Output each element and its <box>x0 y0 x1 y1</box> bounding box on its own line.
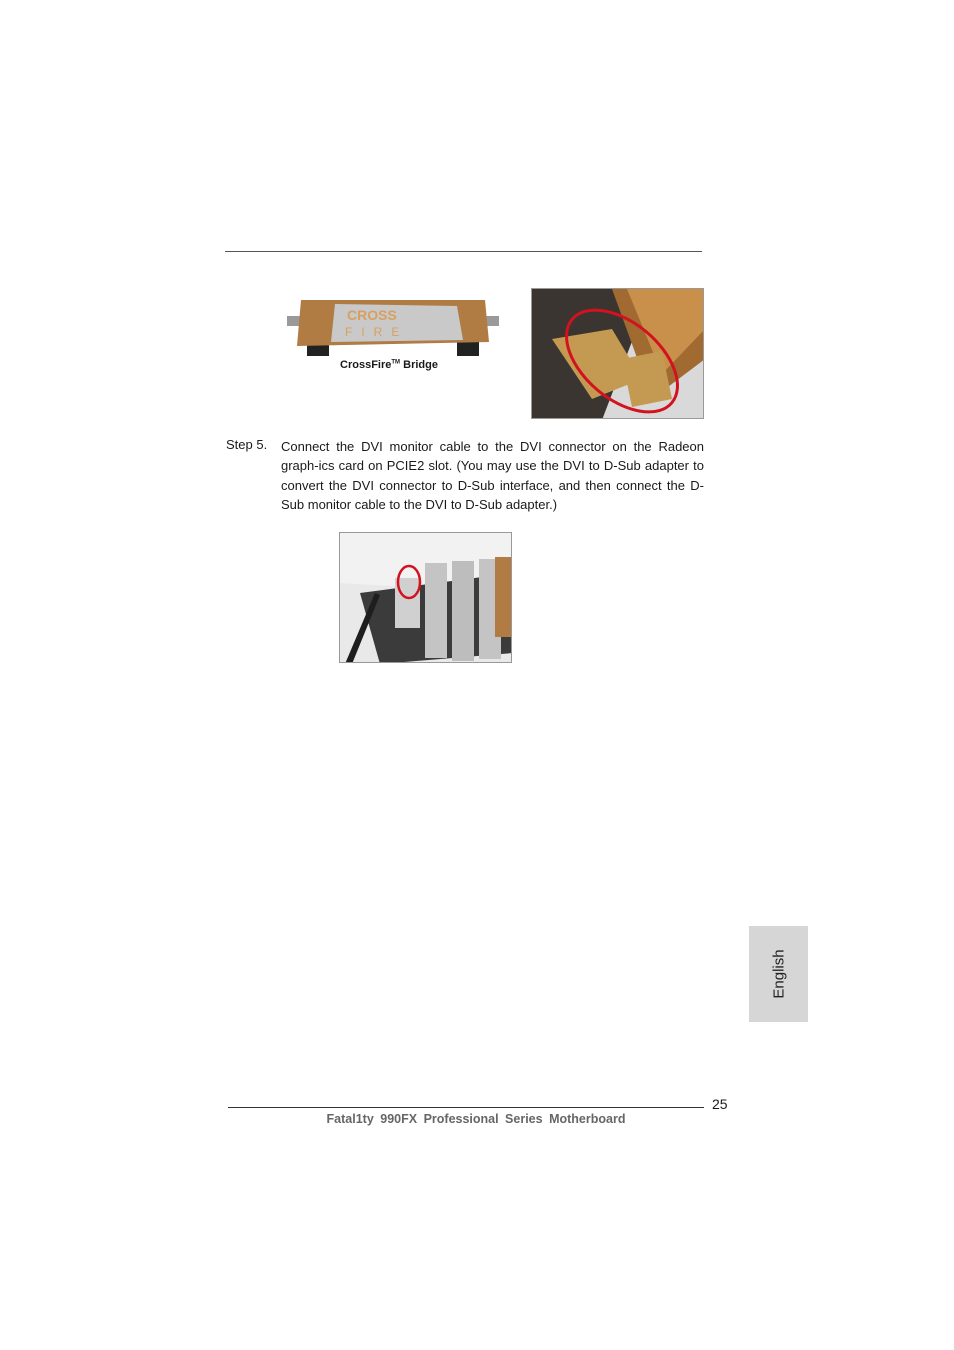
dvi-connection-photo <box>339 532 512 663</box>
footer-title: Fatal1ty 990FX Professional Series Motherboard <box>326 1112 626 1126</box>
bridge-installed-photo <box>531 288 704 419</box>
bridge-text-bottom: FIRE <box>345 325 409 339</box>
footer-rule <box>228 1107 704 1108</box>
step-instruction: Connect the DVI monitor cable to the DVI connector on the Radeon graph-ics card on PCIE2 slot. (You may use the DVI to D-Sub adapter to convert the DVI connector to D-Sub interface, and then connect the D-Sub monitor cable to the DVI to D-Sub adapter.) <box>281 439 704 513</box>
bridge-text-top: CROSS <box>347 307 397 323</box>
language-tab <box>749 926 808 1022</box>
language-tab-label: English <box>770 949 787 999</box>
crossfire-bridge-image <box>287 294 499 356</box>
bridge-right-connector <box>457 342 479 356</box>
figure-caption: CrossFire™ Bridge <box>340 359 438 371</box>
header-rule <box>225 251 702 252</box>
step-label: Step 5. <box>226 437 268 452</box>
page-number: 25 <box>712 1096 728 1112</box>
